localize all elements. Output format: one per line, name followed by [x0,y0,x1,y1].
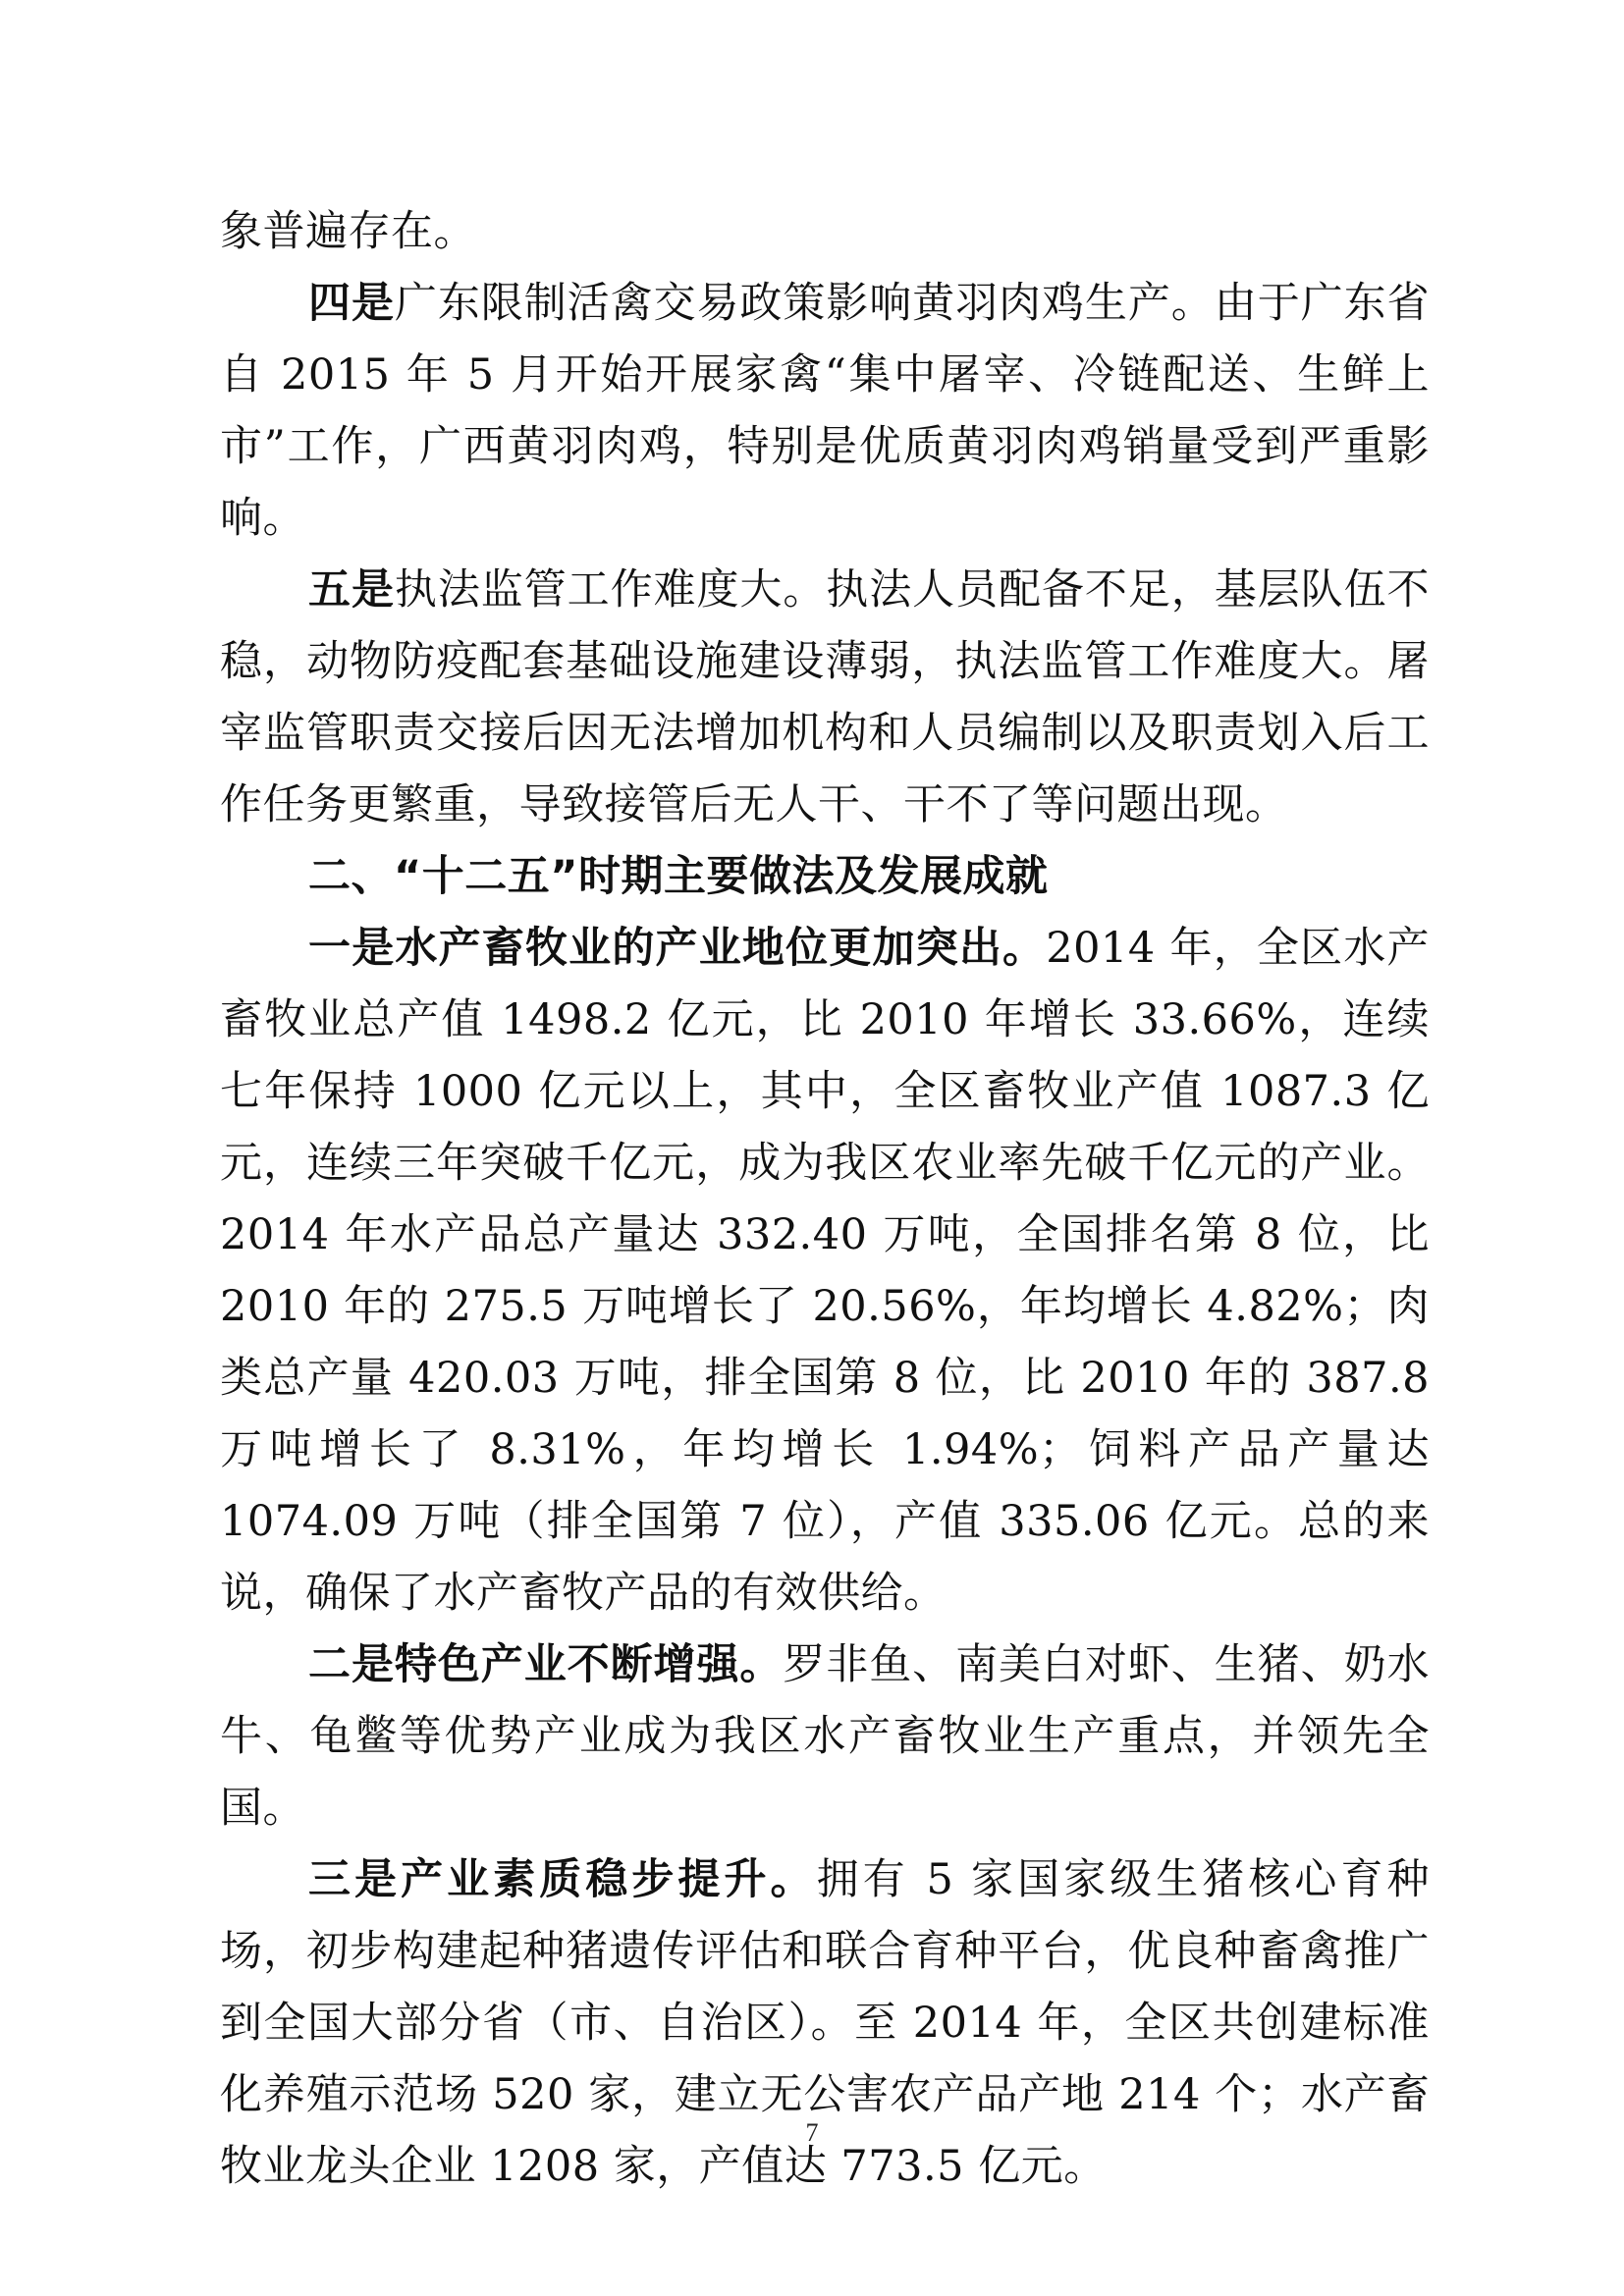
paragraph-point-four [220,268,1430,555]
paragraph-text: 广东限制活禽交易政策影响黄羽肉鸡生产。由于广东省自 2015 年 5 月开始开展家禽“集中屠宰、冷链配送、生鲜上市”工作，广西黄羽肉鸡，特别是优质黄羽肉鸡销量受到严重影响。 [220,279,1431,543]
paragraph-lead: 四是 [308,279,395,328]
page-number: 7 [805,2118,819,2147]
body-text [220,196,1430,2203]
paragraph-text: 拥有 5 家国家级生猪核心育种场，初步构建起种猪遗传评估和联合育种平台，优良种畜禽推广到全国大部分省（市、自治区）。至 2014 年，全区共创建标准化养殖示范场 520 家，建立无公害农产品产地 214 个；水产畜牧业龙头企业 1208 家，产值达 773.5 亿元。 [220,1855,1431,2191]
section-heading: 二、“十二五”时期主要做法及发展成就 [308,852,1049,901]
paragraph-continuation [220,196,1430,268]
paragraph-point-five [220,555,1430,841]
paragraph-text: 2014 年，全区水产畜牧业总产值 1498.2 亿元，比 2010 年增长 33.66%，连续七年保持 1000 亿元以上，其中，全区畜牧业产值 1087.3 亿元，连续三年突破千亿元，成为我区农业率先破千亿元的产业。2014 年水产品总产量达 332.40 万吨，全国排名第 8 位，比 2010 年的 275.5 万吨增长了 20.56%，年均增长 4.82%；肉类总产量 420.03 万吨，排全国第 8 位，比 2010 年的 387.8 万吨增长了 8.31%，年均增长 1.94%；饲料产品产量达 1074.09 万吨（排全国第 7 位），产值 335.06 亿元。总的来说，确保了水产畜牧产品的有效供给。 [220,924,1430,1618]
paragraph-lead: 一是水产畜牧业的产业地位更加突出。 [308,924,1047,973]
paragraph-achievement-one [220,913,1430,1629]
paragraph-achievement-three [220,1844,1430,2203]
paragraph-lead: 三是产业素质稳步提升。 [308,1855,817,1904]
paragraph-text: 罗非鱼、南美白对虾、生猪、奶水牛、龟鳖等优势产业成为我区水产畜牧业生产重点，并领先全国。 [220,1640,1431,1833]
paragraph-text: 象普遍存在。 [220,207,476,256]
paragraph-achievement-two [220,1629,1430,1844]
paragraph-lead: 二是特色产业不断增强。 [308,1640,784,1689]
paragraph-lead: 五是 [308,565,395,614]
paragraph-text: 执法监管工作难度大。执法人员配备不足，基层队伍不稳，动物防疫配套基础设施建设薄弱，执法监管工作难度大。屠宰监管职责交接后因无法增加机构和人员编制以及职责划入后工作任务更繁重，导致接管后无人干、干不了等问题出现。 [220,565,1431,829]
